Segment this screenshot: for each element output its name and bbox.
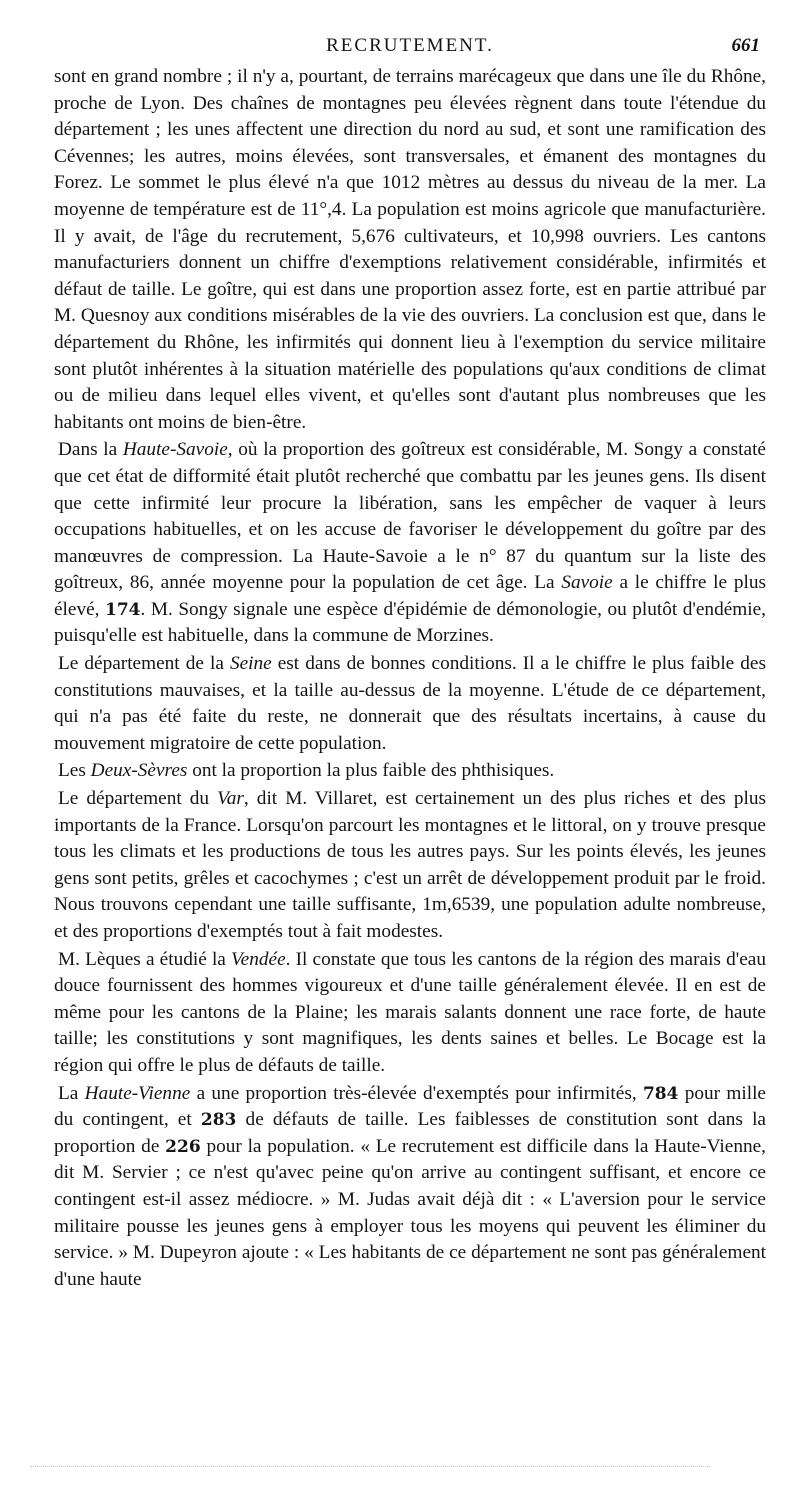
text-run: pour mille du contingent, et [54,1082,766,1131]
text-run: Les [58,760,91,782]
text-run: , dit M. Villaret, est certainement un des plus riches et des plus importants de la France. Lorsqu'on parcourt les montagnes et le littoral, on y trouve presque tous les climats et les productions de tous les autres pays. Sur les points élevés, les jeunes gens sont petits, grêles et cacochymes ; c'est un arrêt de développement produit par le froid. Nous trouvons cependant une taille suffisante, 1m,6539, une population adulte nombreuse, et des proportions d'exemptés tout à fait modestes. [54,788,766,942]
paragraph [54,437,766,650]
bold-figure: 283 [200,1110,237,1131]
paragraph [54,1081,766,1294]
running-title: RECRUTEMENT. [326,35,494,56]
text-run: ont la proportion la plus faible des phthisiques. [187,760,555,782]
bold-figure: 174 [105,599,141,620]
text-run: , où la proportion des goîtreux est considérable, M. Songy a constaté que cet état de difformité était plutôt recherché que combattu par les jeunes gens. Ils disent que cette infirmité leur procure la libération, sans les empêcher de vaquer à leurs occupations habituelles, et on les accuse de favoriser le développement du goître par des manœuvres de compression. La Haute-Savoie a le n° 87 du quantum sur la liste des goîtreux, 86, année moyenne pour la population de cet âge. La [54,439,766,594]
text-run: est dans de bonnes conditions. Il a le chiffre le plus faible des constitutions mauvaises, et la taille au-dessus de la moyenne. L'étude de ce département, qui n'a pas été faite du reste, ne donnerait que des résultats incertains, à cause du mouvement migratoire de cette population. [54,653,766,754]
paragraph [54,64,766,436]
text-run: de défauts de taille. Les faiblesses de constitution sont dans la proportion de [54,1109,766,1157]
text-run: M. Lèques a étudié la [58,948,232,970]
text-run: pour la population. « Le recrutement est difficile dans la Haute-Vienne, dit M. Servier ; ce n'est qu'avec peine qu'on arrive au contingent suffisant, et encore ce contingent est-il assez médiocre. » M. Judas avait déjà dit : « L'aversion pour le service militaire pousse les jeunes gens à employer tous les moyens qui peuvent les éliminer du service. » M. Dupeyron ajoute : « Les habitants de ce département ne sont pas généralement d'une haute [54,1135,766,1290]
italic-term: Haute-Savoie [122,439,228,461]
text-run: Le département du [58,788,218,810]
body-text [54,64,766,1293]
text-run: a le chiffre le plus élevé, [54,572,766,620]
bold-figure: 784 [642,1083,679,1104]
bold-figure: 226 [165,1136,201,1157]
paragraph [54,947,766,1080]
paragraph [54,786,766,946]
italic-term: Var [217,788,244,810]
text-run: La [58,1082,85,1104]
italic-term: Savoie [561,572,613,594]
page-number: 661 [731,35,760,56]
footer-rule [30,1466,710,1467]
italic-term: Haute-Vienne [84,1082,191,1104]
paragraph [54,758,766,785]
italic-term: Vendée [231,948,286,970]
text-run: . Il constate que tous les cantons de la région des marais d'eau douce fournissent des hommes vigoureux et d'une taille généralement élevée. Il en est de même pour les cantons de la Plaine; les marais salants donnent une race forte, de haute taille; les constitutions y sont magnifiques, les dents saines et belles. Le Bocage est la région qui offre le plus de défauts de taille. [54,948,766,1076]
page-header [54,33,766,61]
text-run: Dans la [58,439,123,461]
text-run: sont en grand nombre ; il n'y a, pourtant, de terrains marécageux que dans une île du Rhône, proche de Lyon. Des chaînes de montagnes peu élevées règnent dans toute l'étendue du département ; les unes affectent une direction du nord au sud, et sont une ramification des Cévennes; les autres, moins élevées, sont transversales, et émanent des montagnes du Forez. Le sommet le plus élevé n'a que 1012 mètres au dessus du niveau de la mer. La moyenne de température est de 11°,4. La population est moins agricole que manufacturière. Il y avait, de l'âge du recrutement, 5,676 cultivateurs, et 10,998 ouvriers. Les cantons manufacturiers donnent un chiffre d'exemptions relativement considérable, infirmités et défaut de taille. Le goître, qui est dans une proportion assez forte, est en partie attribué par M. Quesnoy aux conditions misérables de la vie des ouvriers. La conclusion est que, dans le département du Rhône, les infirmités qui donnent lieu à l'exemption du service militaire sont plutôt inhérentes à la situation matérielle des populations qu'aux conditions de climat ou de milieu dans lequel elles vivent, et qu'elles sont d'autant plus nombreuses que les habitants ont moins de bien-être. [54,66,766,433]
text-run: . M. Songy signale une espèce d'épidémie de démonologie, ou plutôt d'endémie, puisqu'elle est habituelle, dans la commune de Morzines. [54,598,767,647]
text-run: a une proportion très-élevée d'exemptés pour infirmités, [190,1082,643,1104]
text-run: Le département de la [58,653,230,675]
italic-term: Seine [229,653,272,675]
paragraph [54,651,766,757]
italic-term: Deux-Sèvres [90,760,188,782]
